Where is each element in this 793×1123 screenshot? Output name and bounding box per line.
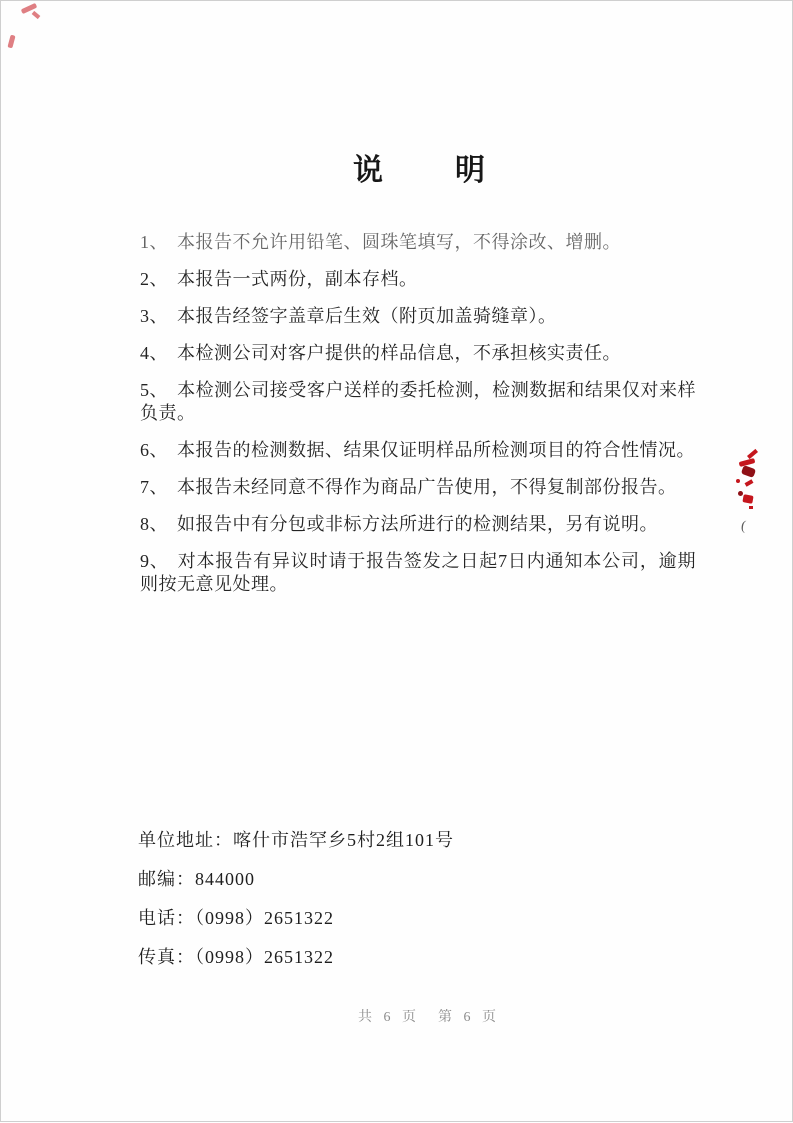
seal-stroke bbox=[742, 494, 753, 504]
pen-mark: ( bbox=[740, 518, 747, 535]
note-number: 8、 bbox=[140, 514, 168, 534]
note-number: 2、 bbox=[140, 269, 168, 289]
contact-label: 电话： bbox=[138, 908, 195, 928]
note-number: 3、 bbox=[140, 306, 168, 326]
note-item-9 bbox=[140, 550, 696, 596]
note-number: 9、 bbox=[140, 551, 169, 571]
contact-value: （0998）2651322 bbox=[195, 947, 334, 967]
corner-seal-stroke bbox=[21, 3, 38, 14]
title-char-shuo: 说 bbox=[353, 154, 383, 187]
note-item-5 bbox=[140, 379, 696, 425]
contact-label: 传真： bbox=[138, 947, 195, 967]
note-item-6 bbox=[140, 439, 696, 462]
seal-stroke bbox=[739, 458, 756, 467]
note-number: 5、 bbox=[140, 380, 169, 400]
seal-dot bbox=[738, 491, 743, 496]
note-number: 6、 bbox=[140, 440, 168, 460]
contact-value: （0998）2651322 bbox=[195, 908, 334, 928]
contact-postcode bbox=[138, 860, 454, 899]
note-number: 4、 bbox=[140, 343, 168, 363]
current-page: 第 6 页 bbox=[438, 1010, 500, 1025]
seal-stroke bbox=[741, 465, 756, 478]
note-text: 本报告一式两份，副本存档。 bbox=[177, 269, 418, 289]
contact-value: 喀什市浩罕乡5村2组101号 bbox=[233, 830, 454, 850]
corner-seal-stroke bbox=[7, 35, 15, 49]
contact-fax bbox=[138, 938, 454, 977]
note-item-4 bbox=[140, 342, 696, 365]
seal-stroke bbox=[745, 479, 754, 486]
seal-dot bbox=[736, 479, 740, 483]
page-title bbox=[353, 145, 485, 189]
note-text: 本报告不允许用铅笔、圆珠笔填写，不得涂改、增删。 bbox=[177, 232, 621, 252]
note-text: 本检测公司接受客户送样的委托检测，检测数据和结果仅对来样负责。 bbox=[140, 380, 697, 423]
note-text: 本报告未经同意不得作为商品广告使用，不得复制部份报告。 bbox=[177, 477, 677, 497]
note-text: 本报告的检测数据、结果仅证明样品所检测项目的符合性情况。 bbox=[177, 440, 695, 460]
corner-seal-stroke bbox=[32, 11, 41, 19]
note-item-7 bbox=[140, 476, 696, 499]
total-pages: 共 6 页 bbox=[358, 1010, 420, 1025]
title-char-ming: 明 bbox=[455, 154, 485, 187]
note-number: 1、 bbox=[140, 232, 168, 252]
contact-label: 邮编： bbox=[138, 869, 195, 889]
seal-stroke bbox=[747, 449, 758, 459]
note-text: 如报告中有分包或非标方法所进行的检测结果，另有说明。 bbox=[177, 514, 658, 534]
note-text: 本检测公司对客户提供的样品信息，不承担核实责任。 bbox=[177, 343, 621, 363]
note-item-3 bbox=[140, 305, 696, 328]
page-number-footer bbox=[358, 1006, 500, 1026]
note-text: 对本报告有异议时请于报告签发之日起7日内通知本公司，逾期则按无意见处理。 bbox=[140, 551, 697, 594]
contact-phone bbox=[138, 899, 454, 938]
note-number: 7、 bbox=[140, 477, 168, 497]
notes-list bbox=[140, 231, 696, 610]
contact-label: 单位地址： bbox=[138, 830, 233, 850]
note-item-2 bbox=[140, 268, 696, 291]
note-item-1 bbox=[140, 231, 696, 254]
seal-dot bbox=[749, 506, 753, 509]
contact-block bbox=[138, 821, 454, 977]
contact-address bbox=[138, 821, 454, 860]
note-item-8 bbox=[140, 513, 696, 536]
note-text: 本报告经签字盖章后生效（附页加盖骑缝章）。 bbox=[177, 306, 557, 326]
contact-value: 844000 bbox=[195, 869, 255, 889]
